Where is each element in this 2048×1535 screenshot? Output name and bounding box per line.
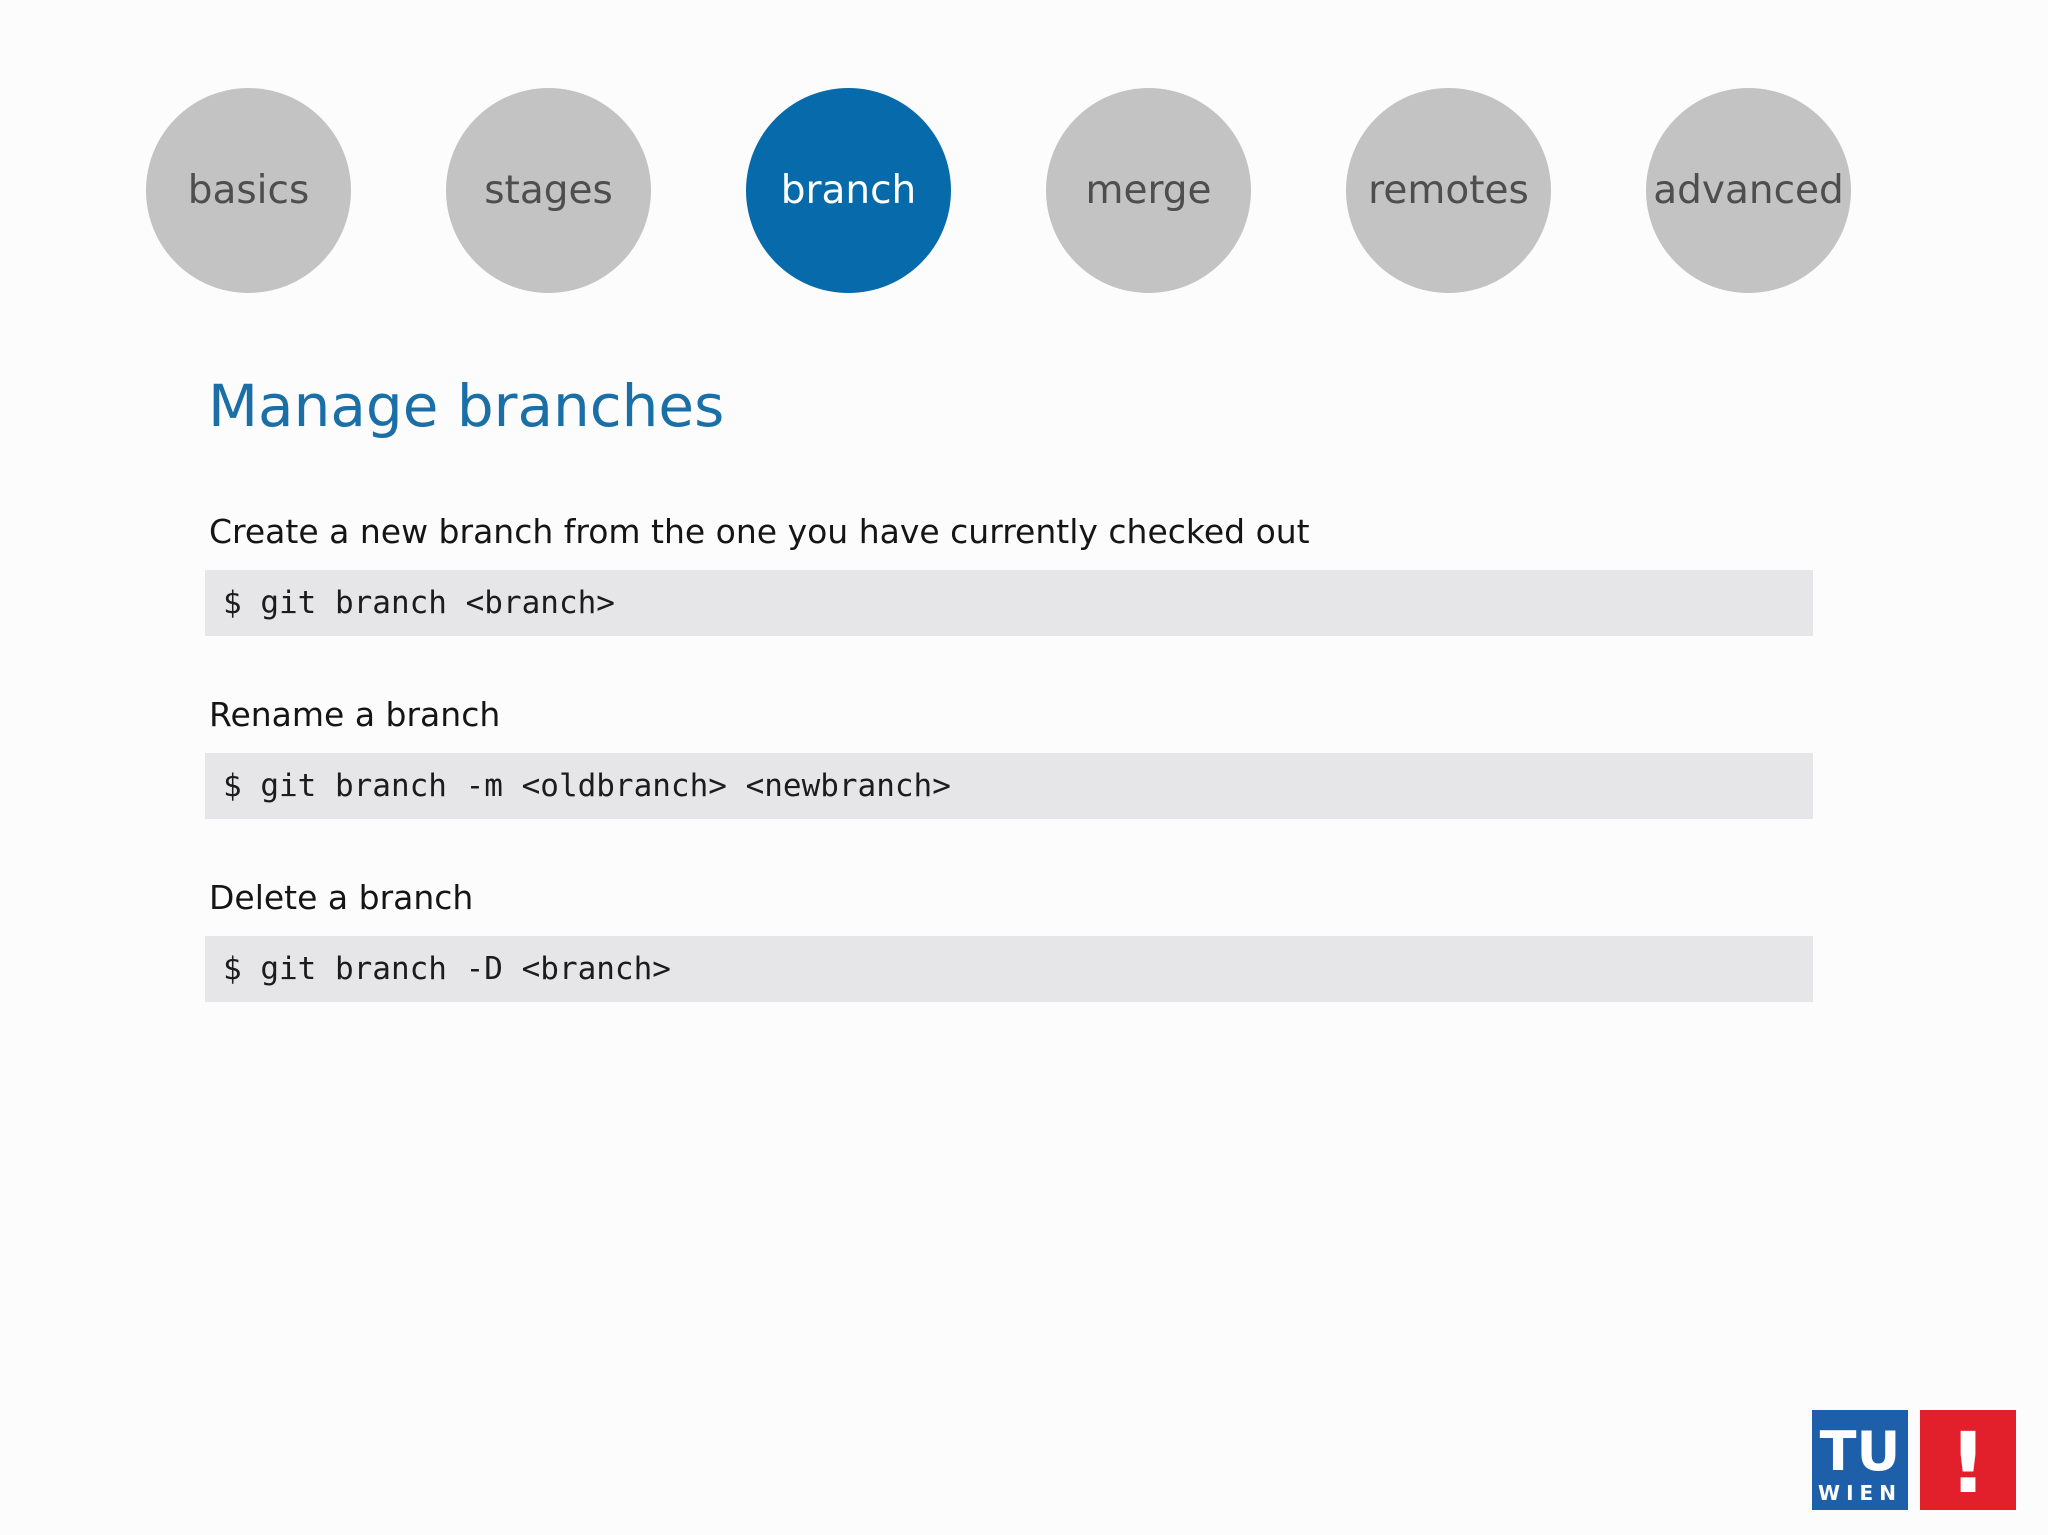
nav-item-basics[interactable]: basics [146,88,351,293]
tu-wien-logo [1812,1410,2016,1510]
topic-navigation [146,88,1846,294]
nav-item-remotes[interactable]: remotes [1346,88,1551,293]
section-label-delete: Delete a branch [209,878,474,917]
section-label-rename: Rename a branch [209,695,501,734]
nav-item-advanced[interactable]: advanced [1646,88,1851,293]
logo-text-tu: TU [1819,1420,1901,1483]
logo-exclamation-mark: ! [1948,1414,1988,1510]
nav-item-stages[interactable]: stages [446,88,651,293]
section-label-create: Create a new branch from the one you have currently checked out [209,512,1310,551]
code-block-create: $ git branch <branch> [205,570,1813,636]
nav-item-branch[interactable]: branch [746,88,951,293]
logo-text-wien: WIEN [1818,1481,1902,1505]
code-block-rename: $ git branch -m <oldbranch> <newbranch> [205,753,1813,819]
code-block-delete: $ git branch -D <branch> [205,936,1813,1002]
page-title: Manage branches [208,372,725,440]
nav-item-merge[interactable]: merge [1046,88,1251,293]
